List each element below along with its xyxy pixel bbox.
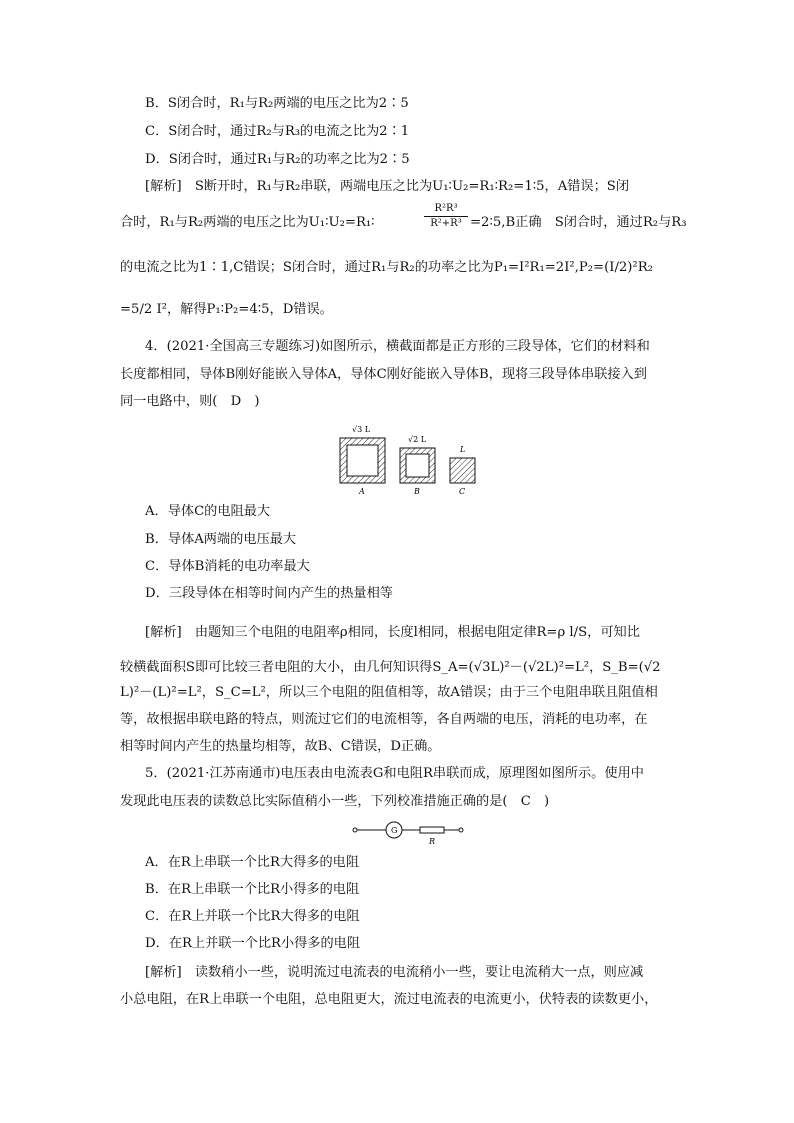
- galvanometer-g: [386, 822, 402, 838]
- q5-stem-line1: 5．(2021·江苏南通市)电压表由电流表G和电阻R串联而成，原理图如图所示。使用中: [145, 766, 644, 781]
- q4-option-c: C．导体B消耗的电功率最大: [145, 559, 310, 574]
- conductor-c-label: C: [459, 487, 466, 496]
- conductor-a-dim-label: √3 L: [352, 425, 371, 434]
- q3-option-c: C．S闭合时，通过R₂与R₃的电流之比为2∶1: [145, 124, 410, 139]
- q4-stem-line1: 4．(2021·全国高三专题练习)如图所示，横截面都是正方形的三段导体，它们的材料和: [145, 339, 650, 354]
- conductor-b-dim-label: √2 L: [408, 435, 427, 444]
- q3-analysis-line2a: 合时，R₁与R₂两端的电压之比为U₁∶U₂=R₁∶: [120, 215, 375, 230]
- conductor-b: [400, 435, 435, 496]
- q5-stem-line2: 发现此电压表的读数总比实际值稍小一些，下列校准措施正确的是( C ): [120, 794, 550, 809]
- q4-analysis-line4: 等，故根据串联电路的特点，则流过它们的电流相等，各自两端的电压，消耗的电功率，在: [120, 712, 648, 727]
- q4-conductor-figure: [330, 420, 490, 500]
- conductor-a-label: A: [359, 487, 365, 496]
- q4-option-a: A．导体C的电阻最大: [145, 504, 271, 519]
- q5-analysis-line1: [解析] 读数稍小一些，说明流过电流表的电流稍小一些，要让电流稍大一点，则应减: [145, 965, 644, 980]
- q5-option-d: D．在R上并联一个比R小得多的电阻: [145, 936, 361, 951]
- resistor-r: [420, 827, 444, 846]
- q5-circuit-figure: [350, 818, 470, 848]
- q4-stem-line2: 长度都相同，导体B刚好能嵌入导体A，导体C刚好能嵌入导体B，现将三段导体串联接入到: [120, 367, 647, 382]
- q5-option-a: A．在R上串联一个比R大得多的电阻: [145, 855, 360, 870]
- circuit-wire: [353, 828, 463, 832]
- conductor-c-dim-label: L: [460, 445, 466, 454]
- q4-analysis-line2: 较横截面积S即可比较三者电阻的大小，由几何知识得S_A=(√3L)²－(√2L)²=L²，S_B=(√2: [120, 660, 661, 675]
- q4-stem-line3: 同一电路中，则( D ): [120, 394, 260, 409]
- conductor-c: [450, 445, 475, 496]
- q4-analysis-line3: L)²－(L)²=L²，S_C=L²，所以三个电阻的阻值相等，故A错误；由于三个电阻串联且阻值相: [120, 685, 658, 700]
- q4-option-d: D．三段导体在相等时间内产生的热量相等: [145, 586, 393, 601]
- q3-analysis-line1: [解析] S断开时，R₁与R₂串联，两端电压之比为U₁∶U₂=R₁∶R₂=1∶5，A错误；S闭: [145, 179, 630, 194]
- conductor-b-label: B: [414, 487, 420, 496]
- resistor-label: R: [429, 837, 436, 846]
- galvanometer-label: G: [391, 826, 398, 835]
- conductor-a: [340, 425, 385, 496]
- q5-option-c: C．在R上并联一个比R大得多的电阻: [145, 909, 360, 924]
- q5-option-b: B．在R上串联一个比R小得多的电阻: [145, 882, 360, 897]
- q4-analysis-line1: [解析] 由题知三个电阻的电阻率ρ相同，长度l相同，根据电阻定律R=ρ l/S，可知比: [145, 625, 640, 640]
- q4-analysis-line5: 相等时间内产生的热量均相等，故B、C错误，D正确。: [120, 739, 441, 754]
- q4-option-b: B．导体A两端的电压最大: [145, 532, 297, 547]
- q3-fraction: [424, 202, 468, 231]
- q3-analysis-line3: 的电流之比为1∶1,C错误；S闭合时，通过R₁与R₂的功率之比为P₁=I²R₁=2I²,P₂=(I/2)²R₂: [120, 260, 653, 275]
- q3-analysis-line2b: =2∶5,B正确 S闭合时，通过R₂与R₃: [470, 215, 687, 230]
- q3-analysis-line4: =5/2 I²，解得P₁∶P₂=4∶5，D错误。: [120, 302, 333, 317]
- q5-analysis-line2: 小总电阻，在R上串联一个电阻，总电阻更大，流过电流表的电流更小，伏特表的读数更小，: [120, 992, 658, 1007]
- q3-fraction-denominator: R²+R³: [430, 218, 462, 229]
- q3-option-d: D．S闭合时，通过R₁与R₂的功率之比为2∶5: [145, 152, 410, 167]
- q3-fraction-numerator: R²R³: [424, 202, 468, 217]
- q3-option-b: B．S闭合时，R₁与R₂两端的电压之比为2∶5: [145, 96, 409, 111]
